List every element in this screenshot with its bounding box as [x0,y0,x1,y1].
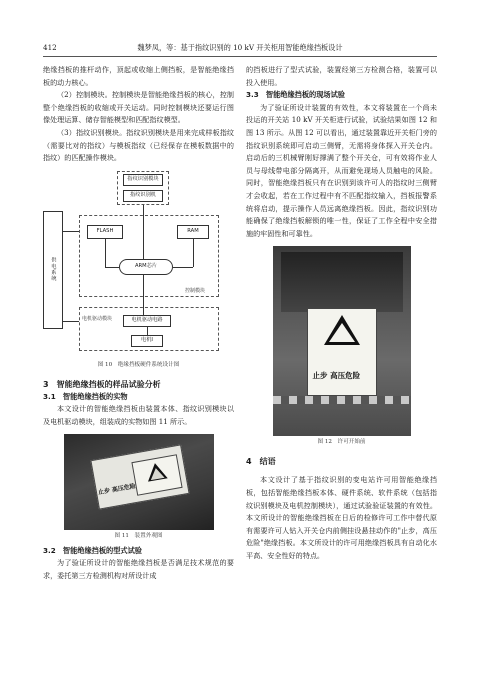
figure-11-caption: 图 11 装置外观图 [114,532,163,539]
figure-12-caption: 图 12 许可开始前 [317,439,366,446]
paragraph: （2）控制模块。控制模块是智能绝缘挡板的核心，控制整个绝缘挡板的收缩或开关运动。同时控制模块还要运行图像处理运算、储存智能模型和匹配指纹模型。 [43,90,234,125]
hazard-stripe [273,396,411,404]
motor-driver-module-label: 电机驱动模块 [82,315,113,322]
paragraph: 的挡板进行了型式试验，装置经第三方检测合格，装置可以投入使用。 [246,65,437,87]
running-header [43,42,437,57]
figure-11-photo [64,434,214,530]
warning-sign [307,308,377,396]
warning-triangle-inner [148,466,164,479]
paragraph: 绝缘挡板的推杆动作，顶起或收缩上侧挡板，是智能绝缘挡板的动力核心。 [43,65,234,87]
power-system-box: 供电系统 [43,211,63,329]
left-column [43,64,234,582]
section-3-3-heading: 3.3 智能绝缘挡板的现场试验 [246,90,345,100]
running-title: 魏梦凤，等：基于指纹识别的 10 kV 开关柜用智能绝缘挡板设计 [137,43,343,52]
paragraph: 本文设计的智能绝缘挡板由装置本体、指纹识别模块以及电机驱动模块，组装成的实物如图 11 所示。 [43,404,234,426]
connector-line [63,231,79,232]
arm-chip-box: ARM芯片 [119,259,173,275]
connector-line [173,267,193,268]
paragraph: 本文设计了基于指纹识别的变电站许可用智能绝缘挡板，包括智能绝缘挡板本体、硬件系统、软件系统（包括指纹识别模块及电机控制模块），通过试验验证装置的有效性。本文所设计的智能绝缘挡板在日后的检修许可工作中替代原有需要许可人钻入开关仓内前侧挂设悬挂动作的"止步，高压危险"绝缘挡板。本文所设计的许可用绝缘挡板具有自动化水平高、安全性好的特点。 [246,475,437,560]
ram-box: RAM [177,225,209,239]
cabinet-top [281,252,403,312]
motor-box: 电机I [131,335,163,347]
warning-sign [131,454,182,495]
right-column [246,64,437,562]
fingerprint-module-box: 指纹识别模块 [123,174,163,186]
connector-line [105,239,106,267]
connector-line [105,267,119,268]
figure-10-caption: 图 10 绝缘挡板硬件系统设计图 [97,361,180,368]
sign-text: 止步 高压危险 [312,371,361,381]
section-3-2-heading: 3.2 智能绝缘挡板的型式试验 [43,545,142,555]
page-number: 412 [43,43,57,52]
sign-text: 止步 高压危险 [97,482,136,496]
connector-line [63,321,79,322]
control-module-label: 控制模块 [185,287,206,294]
warning-triangle-inner [329,323,355,342]
motor-driver-circuit-box: 电机驱动电路 [123,315,171,327]
paragraph: 为了验证所设计装置的有效性，本文将装置在一个尚未投运的开关站 10 kV 开关柜进行试验，试验结果如图 12 和图 13 所示。从图 12 可以看出，通过装置靠近开关柜门旁的指纹识别系统即可启动三侧臂，无需将身体探入开关仓内。启动后的三机械臂刚好撑满了整个开关仓，可有效将作业人员与母线带电部分隔离开，从而避免现场人员触电的风险。同时，智能绝缘挡板只有在识别到该许可人的指纹时三侧臂才会收起，若在工作过程中有不匹配指纹输入，挡板报警系统将启动，提示操作人员远离绝缘挡板。因此，指纹识别功能确保了绝缘挡板解锁的唯一性，保证了工作全程中安全措施的牢固性和可靠性。 [246,102,437,238]
figure-12-photo [273,246,411,436]
fingerprint-device-box: 指纹识别机 [123,190,163,202]
figure-10-diagram [43,171,234,361]
flash-box: FLASH [87,225,123,239]
connector-line [193,239,194,267]
section-4-heading: 4 结语 [246,457,276,467]
section-3-heading: 3 智能绝缘挡板的样品试验分析 [43,379,161,389]
paragraph: （3）指纹识别模块。指纹识别模块是用来完成样板指纹（需要比对的指纹）与模板指纹（已经保存在模板数据中的指纹）的匹配操作模块。 [43,127,234,163]
section-3-1-heading: 3.1 智能绝缘挡板的实物 [43,391,128,401]
connector-line [143,205,144,259]
paragraph: 为了验证所设计的智能绝缘挡板是否满足技术规范的要求，委托第三方检测机构对所设计成 [43,558,234,580]
